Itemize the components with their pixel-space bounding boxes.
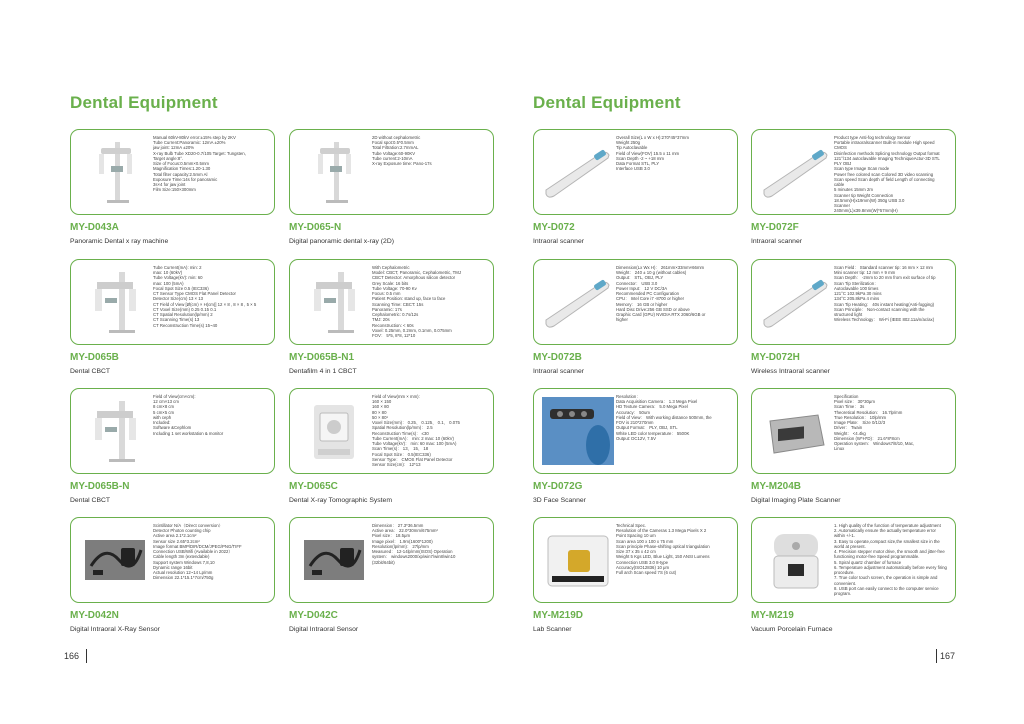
spec-line: 240mm(L)x39.8mm(W)*57mm(H) <box>834 208 898 214</box>
cbct-icon <box>298 268 370 336</box>
spec-line: Connector： USB 3.0 <box>616 280 658 286</box>
product-card <box>751 388 956 474</box>
spec-line: Interface USB 3.0 <box>616 166 650 172</box>
spec-line: Weight 250g <box>616 140 641 146</box>
product-name: Intraoral scanner <box>751 238 803 245</box>
spec-line: Scan Time： 3s <box>834 404 865 410</box>
spec-list <box>616 265 734 323</box>
product-card <box>533 259 738 345</box>
spec-line: Magnification Times:1.20-1.30 <box>153 166 211 172</box>
product-code: MY-D065-N <box>289 222 342 233</box>
intraoral-scanner-icon <box>760 268 832 336</box>
spec-line: Scan Field： Standard scanner tip: 16 mm × 12 mm <box>834 265 933 270</box>
intraoral-sensor-icon <box>298 526 370 594</box>
spec-line: Output： STL, OBJ, PLY <box>616 275 664 281</box>
spec-line: Resolution： <box>616 394 641 399</box>
spec-line: convenient. <box>834 580 856 586</box>
product-code: MY-M219 <box>751 610 794 621</box>
product-name: Intraoral scanner <box>533 238 585 245</box>
spec-line: Scan type Image Scan mode <box>834 166 890 172</box>
spec-line: CPU： Intel Core i7 -8700 or higher <box>616 296 685 302</box>
spec-line: CT Reconstruction Time(s) 15~40 <box>153 322 218 328</box>
product-card <box>533 517 738 603</box>
spec-line: 160 × 150 <box>372 399 392 405</box>
product-code: MY-D072B <box>533 352 582 363</box>
spec-line: Resolution of the Cameras 1.3 Mega Pixels X 2 <box>616 528 707 534</box>
page-title: Dental Equipment <box>70 93 218 112</box>
spec-line: FOV is 210*270mm <box>616 420 654 426</box>
panoramic-xray-icon <box>79 138 151 206</box>
product-name: Digital Imaging Plate Scanner <box>751 497 841 504</box>
spec-line: PLY OBJ <box>834 161 852 167</box>
spec-line: 2D without cephalometric <box>372 135 421 140</box>
tomographic-icon <box>298 397 370 465</box>
spec-line: Field of View(FOV) 15.5 x 11 mm <box>616 150 680 156</box>
spec-line: 12 cm×13 cm <box>153 399 179 405</box>
spec-line: Output: DC12V, 7.5V <box>616 435 656 441</box>
spec-line: Linux <box>834 446 845 452</box>
page-number-divider <box>936 649 937 663</box>
spec-line: X-ray Bulb Tube XD20-0.7/105 Target: Tungsten, <box>153 150 246 156</box>
product-name: Intraoral scanner <box>533 368 585 375</box>
spec-line: Full arch Scan speed 7S (6 cut) <box>616 570 677 576</box>
product-card <box>533 388 738 474</box>
spec-line: procedure. <box>834 570 855 576</box>
spec-line: Autoclavable 100 times <box>834 285 879 291</box>
spec-line: 121°C 102.9kPa 30 mins <box>834 291 882 297</box>
face-scanner-icon <box>542 397 614 465</box>
spec-line: Tube Voltage:60-90KV <box>372 150 416 156</box>
spec-line: Scan Depth -2 ~ +18 mm <box>616 155 665 161</box>
spec-line: Including 1 set workstation & monitor <box>153 430 224 436</box>
spec-line: Pixel size： 18.5μm <box>372 533 411 539</box>
spec-line: Active area 2.1*2.1cm² <box>153 533 197 539</box>
spec-line: Scan Tip Sterilization： <box>834 280 879 286</box>
spec-line: Image Plate： Size 0/1/2/3 <box>834 420 886 426</box>
product-name: Lab Scanner <box>533 626 572 633</box>
intraoral-scanner-icon <box>542 268 614 336</box>
spec-line: Point Spacing 10 um <box>616 533 656 539</box>
spec-line: 134°C 205.8kPa 4 mins <box>834 296 880 302</box>
spec-list <box>616 523 734 575</box>
product-name: Vacuum Porcelain Furnace <box>751 626 833 633</box>
spec-line: Scanner tip Weight Connection <box>834 192 894 198</box>
spec-line: Data Acquisition Camera： 1.3 Mega Pixel <box>616 399 698 405</box>
spec-line: higher <box>616 317 628 323</box>
product-code: MY-D043A <box>70 222 119 233</box>
spec-line: Scintillator N/A（Direct conversion） <box>153 523 223 528</box>
spec-line: Image pixel： 1.9m(1600*1200) <box>372 538 433 544</box>
spec-line: Data Format STL, PLY <box>616 161 660 167</box>
spec-line: Tube Voltage(kV)： min: 60 max: 100 (5mA) <box>372 441 457 447</box>
spec-line: Scan speed Scan depth of field Length of connecting <box>834 176 935 182</box>
product-card <box>533 129 738 215</box>
spec-line: Scanning Time: CBCT: 15s <box>372 301 424 307</box>
product-code: MY-D065B-N <box>70 481 130 492</box>
spec-line: True Resolution： 10lp/mm <box>834 414 887 420</box>
spec-line: Portable intraoralscanner Built-in module High speed <box>834 140 935 146</box>
spec-list <box>372 135 490 166</box>
spec-line: Tip Autoclavable <box>616 145 648 151</box>
product-code: MY-D072F <box>751 222 799 233</box>
product-code: MY-M204B <box>751 481 802 492</box>
spec-line: Tube Voltage(kV): min: 60 <box>153 275 203 281</box>
product-name: Dental CBCT <box>70 368 111 375</box>
spec-list <box>616 394 734 441</box>
spec-line: Actual resolution 12~14 Lp/mm <box>153 570 213 576</box>
spec-line: Patient Position: stand up, face to face <box>372 296 446 302</box>
spec-line: 3. Easy to operate,compact size,the smallest size in the <box>834 538 940 544</box>
spec-line: Support system Windows 7,8,10 <box>153 559 215 565</box>
spec-line: Image format BMP/DIR/DCM/JPEG/PNG/TIFF <box>153 543 242 549</box>
product-card <box>70 517 275 603</box>
spec-line: Accuracy： 50um <box>616 409 650 415</box>
intraoral-scanner-icon <box>760 138 832 206</box>
spec-line: Focal Spot Size 0.5 (IEC336) <box>153 285 209 291</box>
panoramic-xray-icon <box>298 138 370 206</box>
lab-scanner-icon <box>542 526 614 594</box>
spec-line: Size 37 x 35 x 42 cm <box>616 549 656 555</box>
spec-line: Hard Disc Drive:256 GB SSD or above <box>616 306 690 312</box>
spec-line: 5 minutes 15mm 2m <box>834 187 873 193</box>
spec-line: Tube Current(mA)： min: 2 max: 10 (60kV) <box>372 435 454 441</box>
spec-line: Resolution(lp/mm)： 27lp/mm <box>372 543 429 549</box>
spec-line: Cephalometric: 0.7s/12s <box>372 312 419 318</box>
spec-line: cable <box>834 182 845 188</box>
cbct-icon <box>79 268 151 336</box>
product-card <box>751 517 956 603</box>
spec-line: Model: CBCT, Panoramic, Cephalometric, TMJ <box>372 270 461 276</box>
spec-line: Focus: 0.5 mm <box>372 291 401 297</box>
spec-line: Measured： 12-14lp/mm(ISOS) Operation <box>372 549 453 555</box>
spec-line: 8. USB port can easily connect to the computer service <box>834 585 939 591</box>
spec-line: Scan principle Phase-shifting optical triangulation <box>616 543 710 549</box>
spec-line: Active area： 22.0*30mm/675mm² <box>372 528 438 534</box>
spec-line: CT Spatial Resolution(lp/mm) 2 <box>153 312 213 318</box>
spec-line: Pixel size： 30*30μm <box>834 399 875 405</box>
spec-line: jaw joint: 12mA ±20% <box>153 145 195 151</box>
spec-line: Accuracy(ISO12836) 10 μm <box>616 564 670 570</box>
spec-line: Dimension(Lx Wx H)： 261mm×33mm×66mm <box>616 265 705 270</box>
spec-line: system： windows2000/xp/win7/win8/win10 <box>372 554 456 560</box>
spec-line: functioning motor-free Speed programmable. <box>834 554 920 560</box>
spec-line: Tube current:2-10mA <box>372 155 413 161</box>
spec-line: Exposure Time:14s for panoramic <box>153 176 218 182</box>
spec-line: With Cephalometric <box>372 265 410 270</box>
product-name: Digital Intraoral Sensor <box>289 626 359 633</box>
spec-list <box>616 135 734 172</box>
spec-line: max: 100 (5mA) <box>153 280 184 286</box>
spec-line: 2. Automatically ensure the actually temperature error <box>834 528 936 534</box>
spec-line: 160 × 80 <box>372 404 389 410</box>
spec-line: CMOS <box>834 145 847 151</box>
spec-line: Dimension (W*H*D)： 21.6*8*8cm <box>834 435 900 441</box>
product-card <box>289 259 494 345</box>
spec-line: with ceph <box>153 414 172 420</box>
spec-line: Dynamic range 16bit <box>153 564 193 570</box>
spec-line: within +/-1. <box>834 533 855 539</box>
spec-list <box>372 265 490 338</box>
spec-line: Panoramic: 17s <box>372 306 402 312</box>
spec-line: Total Filtration:2.7mmAL <box>372 145 419 151</box>
spec-line: max: 10 (60kV) <box>153 270 183 276</box>
spec-line: 1. High quality of the function of temperature adjustment <box>834 523 941 528</box>
spec-line: Connection USB 3.0 8-type <box>616 559 669 565</box>
spec-line: Focal spot:0.5*0.5mm <box>372 140 414 146</box>
spec-line: Cable length 3m (extendable) <box>153 554 210 560</box>
product-code: MY-M219D <box>533 610 584 621</box>
spec-list <box>834 523 952 596</box>
spec-line: Dimension 22.1*15.1*7cm/750g <box>153 575 214 581</box>
spec-line: Sensor Type： CMOS Flat Panel Detector <box>372 456 453 462</box>
spec-line: Included: <box>153 420 171 426</box>
spec-line: Total filter capacity:2.5mm Al <box>153 171 208 177</box>
spec-line: 50 × 80¹ <box>372 414 388 420</box>
spec-line: 3s×4 for jaw joint <box>153 182 186 188</box>
spec-line: FOV： 5*5, 8*8, 12*10 <box>372 333 416 339</box>
spec-list <box>153 394 271 436</box>
product-code: MY-D072G <box>533 481 583 492</box>
spec-line: Scan Depth： -2mm to 20 mm from exit surface of tip <box>834 275 936 281</box>
page-number: 166 <box>64 651 80 661</box>
furnace-icon <box>760 526 832 594</box>
spec-line: Technical Spec. <box>616 523 647 528</box>
product-card <box>70 129 275 215</box>
spec-list <box>372 523 490 565</box>
intraoral-scanner-icon <box>542 138 614 206</box>
spec-line: (32bit/64bit) <box>372 559 395 565</box>
product-card <box>289 388 494 474</box>
spec-list <box>834 265 952 323</box>
product-card <box>70 259 275 345</box>
spec-line: Field of View： With working distance 500mm, the <box>616 414 712 420</box>
spec-line: CT Voxel Size(mm) 0.25 0.15 0.1 <box>153 306 217 312</box>
spec-line: Operation system： Windows7/8/10, Mac, <box>834 441 915 447</box>
spec-list <box>153 523 271 581</box>
spec-line: Sensor Size(cm)： 12*13 <box>372 462 421 468</box>
spec-line: Size of Focus:0.5mm×0.5mm <box>153 161 209 167</box>
product-code: MY-D042C <box>289 610 338 621</box>
spec-line: Driver： Twain <box>834 425 863 431</box>
spec-line: Voxel Size(mm)： 0.25、 0.125、 0.1、 0.075 <box>372 420 460 426</box>
spec-line: Theoretical Resolution： 16.7lp/mm <box>834 409 903 415</box>
spec-line: Field of View(mm × mm)： <box>372 394 423 399</box>
spec-line: CT Scanning Time(s) 13 <box>153 317 200 323</box>
spec-line: X-ray Exposure time: Pano-17s <box>372 161 432 167</box>
spec-line: Target angle:8°. <box>153 155 184 161</box>
product-card <box>70 388 275 474</box>
spec-line: CT Sensor Type CMOS Flat Panel Detector <box>153 291 236 297</box>
spec-line: Recommended PC Configuration <box>616 291 680 297</box>
spec-line: Manual 60kV-80kV error:±15% step by 2KV <box>153 135 236 140</box>
spec-line: Scan Principle： Non-contact scanning with the <box>834 306 925 312</box>
spec-line: Weight： 240 ± 10 g (without cables) <box>616 270 687 276</box>
product-code: MY-D065C <box>289 481 338 492</box>
spec-line: Weight 5 Kgs LED, Blue Light, 150 ANSI Lumens <box>616 554 710 560</box>
spec-line: Reconstruction Time(s)： ≤30 <box>372 430 429 436</box>
spec-line: Memory： 16 GB or higher <box>616 301 668 307</box>
spec-line: 121°/134 autoclavable Imaging TechniqueActur-3D STL <box>834 155 940 161</box>
plate-scanner-icon <box>760 397 832 465</box>
spec-line: Connection USB/Wifi (Available in 2022） <box>153 549 233 555</box>
product-code: MY-D072 <box>533 222 575 233</box>
product-name: Wireless Intraoral scanner <box>751 368 830 375</box>
spec-line: Mini scanner tip: 12 mm × 9 mm <box>834 270 896 276</box>
spec-line: Detector Photon counting chip <box>153 528 211 534</box>
product-name: Panoramic Dental x ray machine <box>70 238 169 245</box>
spec-line: Focal Spot Size： 0.5(IEC336) <box>372 451 431 457</box>
spec-line: CT Field of View [Ø(cm) × H(cm)] 12 × 8 , 8 × 8 , 5 × 5 <box>153 301 257 307</box>
spec-line: Overall Size(L x W x H):270*45*37mm <box>616 135 689 140</box>
spec-line: Output Format： PLY, OBJ, STL <box>616 425 678 431</box>
spec-line: 18.5mm(H)x19mm(W) 350g USB 3.0 <box>834 197 905 203</box>
spec-line: CBCT Detector: Amorphous silicon detector <box>372 275 456 281</box>
spec-list <box>834 394 952 452</box>
spec-line: 80 × 80 <box>372 409 387 415</box>
product-code: MY-D065B-N1 <box>289 352 355 363</box>
spec-list <box>153 265 271 328</box>
spec-line: Power Input： 12 V DC/3A <box>616 285 668 291</box>
spec-line: world at present. <box>834 543 866 549</box>
spec-line: 4. Precision stepper motor drive, the smooth and jitter-free <box>834 549 945 555</box>
intraoral-sensor-icon <box>79 526 151 594</box>
spec-line: Scanner <box>834 203 851 209</box>
spec-line: Dimension： 27.3*36.5mm <box>372 523 424 528</box>
spec-line: Scan Time(s)： 13、 15、 18 <box>372 446 429 452</box>
spec-line: TMJ: 20s <box>372 317 390 323</box>
right-page <box>512 0 1024 724</box>
page-title: Dental Equipment <box>533 93 681 112</box>
spec-line: Product type Anti-fog technology Sensor <box>834 135 911 140</box>
spec-line: 5. Spiral quartz chamber of furnace <box>834 559 902 565</box>
spec-line: structured light <box>834 312 863 318</box>
product-card <box>751 129 956 215</box>
spec-line: Specification <box>834 394 859 399</box>
spec-line: Tube Voltage: 70-90 Kv <box>372 285 417 291</box>
cbct-icon <box>79 397 151 465</box>
product-name: 3D Face Scanner <box>533 497 586 504</box>
product-card <box>289 129 494 215</box>
spec-line: Tube Current:Panoramic: 12mA ±20% <box>153 140 226 146</box>
spec-line: Spatial Resolution(lp/mm)： 2.5 <box>372 425 433 431</box>
spec-line: Scan Tip Heating： 40s instant heating(Anti-fogging) <box>834 301 935 307</box>
spec-line: 8 cm×8 cm <box>153 404 175 410</box>
spec-line: Grey Scale: 16 bits <box>372 280 409 286</box>
spec-line: Reconstruction: < 60s <box>372 322 414 328</box>
spec-list <box>834 135 952 214</box>
product-name: Digital Intraoral X-Ray Sensor <box>70 626 160 633</box>
product-card <box>289 517 494 603</box>
product-name: Dentafilm 4 in 1 CBCT <box>289 368 357 375</box>
spec-line: 6. Temperature adjustment automatically before every firing <box>834 564 947 570</box>
spec-line: Tube Current(mA): min: 2 <box>153 265 202 270</box>
spec-line: 5 cm×5 cm <box>153 409 175 415</box>
product-code: MY-D072H <box>751 352 800 363</box>
spec-line: Detector Size(cm) 13 × 13 <box>153 296 204 302</box>
spec-list <box>153 135 271 193</box>
page-number: 167 <box>940 651 956 661</box>
spec-line: 7. True color touch screen, the operation is simple and <box>834 575 938 581</box>
product-name: Digital panoramic dental x-ray (2D) <box>289 238 395 245</box>
spec-line: Graphic Card (GPU) NVIDIA RTX 2060/6GB or <box>616 312 706 318</box>
spec-line: HD Texture Camera： 5.0 Mega Pixel <box>616 404 688 410</box>
spec-line: Power free colored scan Colored 3D video scanning <box>834 171 934 177</box>
spec-line: program. <box>834 591 852 597</box>
spec-line: Sensor size 2.65*3.2cm² <box>153 538 200 544</box>
product-card <box>751 259 956 345</box>
spec-line: Voxel: 0.25mm, 0.2mm, 0.1mm, 0.075mm <box>372 327 452 333</box>
spec-line: Wireless Technology： Wi-Fi (IEEE 802.11a/n/ac/ax) <box>834 317 935 323</box>
spec-line: Software &Cephlom <box>153 425 192 431</box>
spec-line: Film Size:150×300mm <box>153 187 196 193</box>
spec-line: Field of View(cm×cm): <box>153 394 196 399</box>
product-code: MY-D042N <box>70 610 119 621</box>
product-code: MY-D065B <box>70 352 119 363</box>
spec-line: White LED color temperature： 5500K <box>616 430 690 436</box>
spec-line: Weight： <4.4kg <box>834 430 866 436</box>
spec-line: Disinfection methods Splicing technology Output format <box>834 150 940 156</box>
page-number-divider <box>86 649 87 663</box>
spec-list <box>372 394 490 467</box>
product-name: Dental X-ray Tomographic System <box>289 497 393 504</box>
product-name: Dental CBCT <box>70 497 111 504</box>
spec-line: Scan area 100 x 100 x 75 mm <box>616 538 674 544</box>
